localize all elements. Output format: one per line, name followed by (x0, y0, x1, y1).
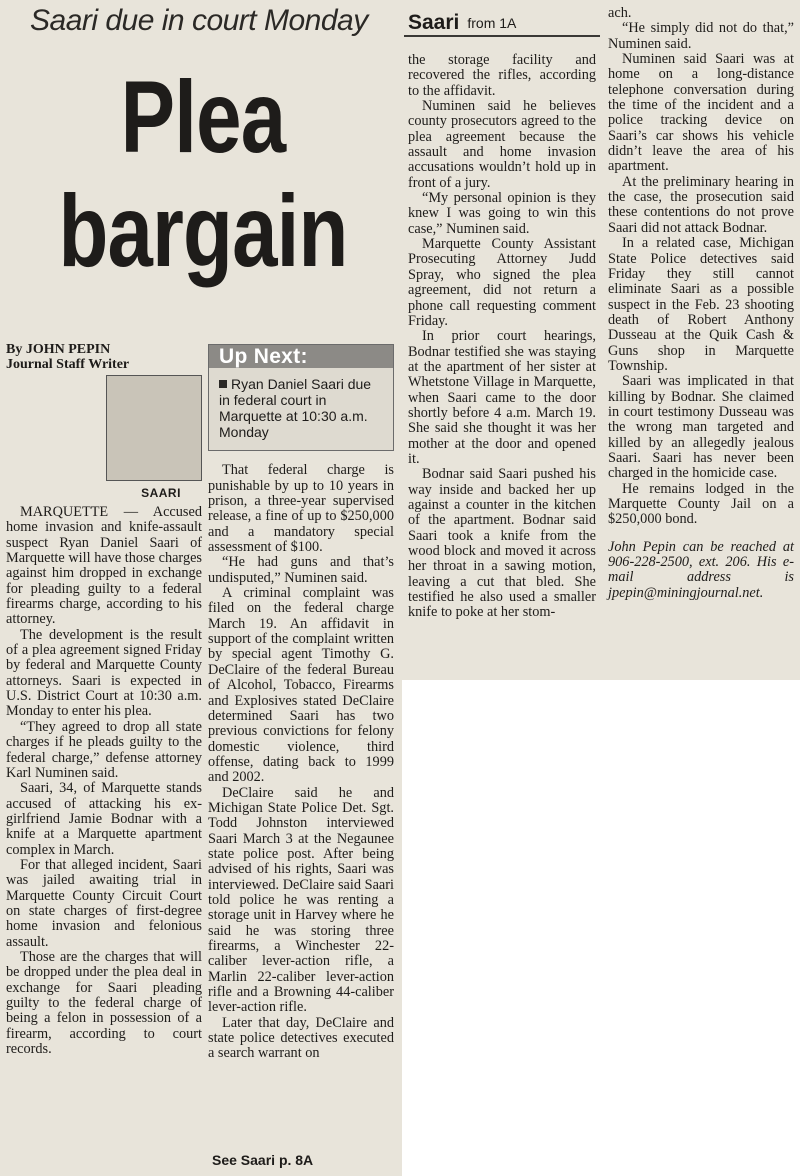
jump-reference: See Saari p. 8A (212, 1152, 314, 1168)
up-next-box (208, 344, 394, 451)
jump-header-from: from 1A (467, 15, 517, 31)
paragraph: The development is the result of a plea agreement signed Friday by federal and Marquette County attorneys. Saari is expected in U.S. District Court at 10:30 a.m. Monday to enter his plea. (6, 626, 202, 720)
paragraph: “They agreed to drop all state charges if he pleads guilty to the federal charge,” defense attorney Karl Numinen said. (6, 718, 202, 781)
column-1 (6, 342, 202, 1057)
paragraph: A criminal complaint was filed on the federal charge March 19. An affidavit in support of the complaint written by special agent Timothy G. DeClaire of the federal Bureau of Alcohol, Tobacco, Firearms and Explosives stated DeClaire determined Saari has two previous convictions for felony domestic violence, third offense, dating back to 1999 and 2002. (208, 585, 394, 786)
column-2 (208, 344, 394, 1062)
paragraph: In a related case, Michigan State Police detectives said Friday they still cannot eliminate Saari as a possible suspect in the Feb. 23 shooting death of Robert Anthony Dusseau at the Quik Cash & Guns shop in Marquette Township. (608, 235, 794, 374)
paragraph: He remains lodged in the Marquette County Jail on a $250,000 bond. (608, 480, 794, 528)
lead-text: MARQUETTE — Accused home invasion and knife-assault suspect Ryan Daniel Saari of Marquette will have those charges against him dropped in exchange for pleading guilty to a federal firearms charge, according to his attorney. (6, 504, 202, 628)
author-tagline: John Pepin can be reached at 906-228-2500, ext. 206. His e-mail address is jpepin@miningjournal.net. (608, 538, 794, 601)
up-next-title: Up Next: (209, 345, 393, 368)
up-next-body (209, 368, 393, 450)
paragraph: Saari was implicated in that killing by Bodnar. She claimed in court testimony Dusseau was the wrong man targeted and killed by an allegedly jealous Saari. Saari has never been charged in the homicide case. (608, 373, 794, 482)
column-3 (408, 53, 596, 621)
paragraph: Saari, 34, of Marquette stands accused of attacking his ex-girlfriend Jamie Bodnar with a knife at a Marquette apartment complex in March. (6, 780, 202, 858)
headline-line-1: Plea (120, 60, 286, 174)
paragraph: Those are the charges that will be dropped under the plea deal in exchange for Saari pleading guilty to the federal charge of being a felon in possession of a firearm, according to court records. (6, 948, 202, 1058)
photo-caption: SAARI (141, 486, 181, 500)
byline-name: By JOHN PEPIN (6, 342, 111, 357)
byline-title: Journal Staff Writer (6, 357, 130, 372)
paragraph: At the preliminary hearing in the case, the prosecution said these contentions do not prove Saari did not attack Bodnar. (608, 173, 794, 236)
paragraph: For that alleged incident, Saari was jailed awaiting trial in Marquette County Circuit Court on state charges of first-degree home invasion and felonious assault. (6, 856, 202, 950)
jump-header-rule (404, 35, 600, 37)
headline-line-2: bargain (58, 174, 348, 288)
paragraph: DeClaire said he and Michigan State Police Det. Sgt. Todd Johnston interviewed Saari March 3 at the Negaunee state police post. After being advised of his rights, Saari was interviewed. DeClaire said Saari told police he was renting a storage unit in Harvey where he said he was storing three firearms, a Winchester 22-caliber lever-action rifle, a Marlin 22-caliber lever-action rifle and a Browning 44-caliber lever-action rifle. (208, 784, 394, 1016)
paragraph: “He simply did not do that,” Numinen said. (608, 20, 794, 52)
paragraph: Numinen said Saari was at home on a long-distance telephone conversation during the time of the incident and a police tracking device on Saari’s car shows his vehicle didn’t leave the area of his apartment. (608, 51, 794, 175)
paragraph: the storage facility and recovered the rifles, according to the affidavit. (408, 52, 596, 99)
kicker-headline: Saari due in court Monday (30, 4, 368, 37)
paragraph: In prior court hearings, Bodnar testified she was staying at the apartment of her sister at Whetstone Village in Marquette, when Saari came to the door shortly before 4 a.m. March 19. She said she thought it was her mother at the door and opened it. (408, 328, 596, 467)
jump-header (404, 4, 600, 42)
paragraph: “My personal opinion is they knew I was going to win this case,” Numinen said. (408, 190, 596, 237)
bullet-square-icon (219, 380, 227, 388)
suspect-photo (106, 375, 202, 503)
up-next-text: Ryan Daniel Saari due in federal court in Marquette at 10:30 a.m. Monday (219, 376, 372, 441)
paragraph: Later that day, DeClaire and state police detectives executed a search warrant on (208, 1014, 394, 1062)
paragraph: “He had guns and that’s undisputed,” Numinen said. (208, 554, 394, 586)
lead-paragraph (6, 372, 202, 628)
paragraph: ach. (608, 5, 632, 21)
paragraph: That federal charge is punishable by up to 10 years in prison, a three-year supervised release, a fine of up to $250,000 and a mandatory special assessment of $100. (208, 462, 394, 556)
paragraph: Bodnar said Saari pushed his way inside and backed her up against a counter in the kitchen of the apartment. Bodnar said Saari took a knife from the wood block and moved it across her throat in a sawing motion, leaving a cut that bled. She testified he also used a smaller knife to poke at her stom- (408, 466, 596, 621)
paragraph: Marquette County Assistant Prosecuting Attorney Judd Spray, who signed the plea agreement, did not return a phone call requesting comment Friday. (408, 236, 596, 329)
jump-header-name: Saari (408, 11, 460, 34)
suspect-photo-image (106, 375, 202, 481)
paragraph: Numinen said he believes county prosecutors agreed to the plea agreement because the assault and home invasion accusations wouldn’t hold up in front of a jury. (408, 98, 596, 191)
column-4 (608, 6, 794, 601)
